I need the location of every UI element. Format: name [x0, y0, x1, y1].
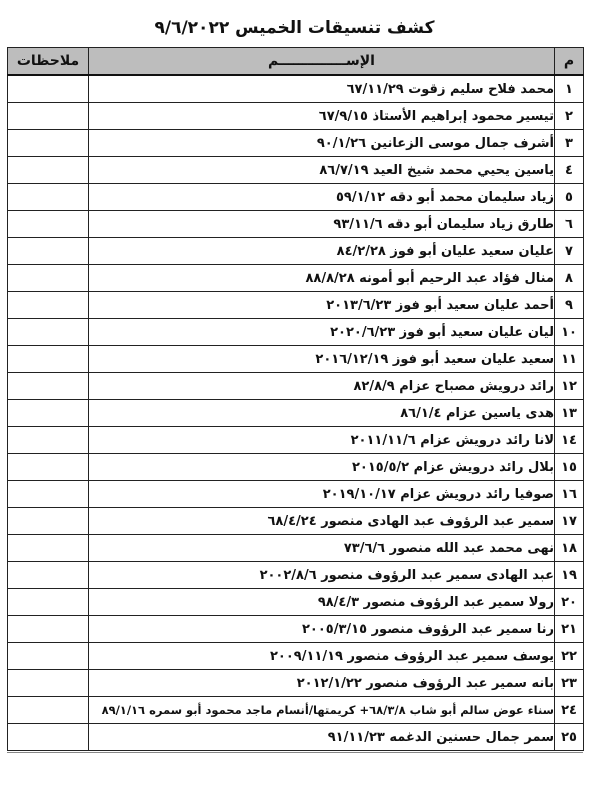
row-name: أشرف جمال موسى الزعانين ٩٠/١/٢٦ — [89, 130, 555, 157]
row-name: بلال رائد درويش عزام ٢٠١٥/٥/٢ — [89, 454, 555, 481]
row-name: صوفيا رائد درويش عزام ٢٠١٩/١٠/١٧ — [89, 481, 555, 508]
row-number: ١١ — [555, 346, 584, 373]
row-number: ٩ — [555, 292, 584, 319]
table-row — [8, 508, 584, 535]
row-number: ٢٢ — [555, 643, 584, 670]
table-row — [8, 481, 584, 508]
table-header-row — [8, 48, 584, 76]
row-number: ٢٣ — [555, 670, 584, 697]
table-body — [8, 75, 584, 751]
table-row — [8, 454, 584, 481]
row-notes — [8, 616, 89, 643]
row-notes — [8, 211, 89, 238]
row-notes — [8, 562, 89, 589]
row-name: محمد فلاح سليم زقوت ٦٧/١١/٢٩ — [89, 75, 555, 103]
row-name: سناء عوض سالم أبو شاب ٦٨/٣/٨+ كريمتها/أنسام ماجد محمود أبو سمره ٨٩/١/١٦ — [89, 697, 555, 724]
row-number: ٧ — [555, 238, 584, 265]
table-row — [8, 130, 584, 157]
row-number: ٨ — [555, 265, 584, 292]
row-name: يوسف سمير عبد الرؤوف منصور ٢٠٠٩/١١/١٩ — [89, 643, 555, 670]
table-row — [8, 616, 584, 643]
row-name: رنا سمير عبد الرؤوف منصور ٢٠٠٥/٣/١٥ — [89, 616, 555, 643]
header-name: الإســــــــــــــم — [89, 48, 555, 76]
row-number: ٤ — [555, 157, 584, 184]
row-name: نهى محمد عبد الله منصور ٧٣/٦/٦ — [89, 535, 555, 562]
row-notes — [8, 400, 89, 427]
document-title: كشف تنسيقات الخميس ٩/٦/٢٠٢٢ — [154, 18, 435, 38]
row-name: رولا سمير عبد الرؤوف منصور ٩٨/٤/٣ — [89, 589, 555, 616]
row-name: تيسير محمود إبراهيم الأستاذ ٦٧/٩/١٥ — [89, 103, 555, 130]
row-number: ١٣ — [555, 400, 584, 427]
row-name: طارق زياد سليمان أبو دقه ٩٣/١١/٦ — [89, 211, 555, 238]
table-row — [8, 373, 584, 400]
row-notes — [8, 535, 89, 562]
table-row — [8, 319, 584, 346]
table-row — [8, 292, 584, 319]
row-notes — [8, 130, 89, 157]
table-row — [8, 346, 584, 373]
row-notes — [8, 319, 89, 346]
row-name: بانه سمير عبد الرؤوف منصور ٢٠١٢/١/٢٢ — [89, 670, 555, 697]
table-row — [8, 75, 584, 103]
row-name: ياسين يحيي محمد شيخ العيد ٨٦/٧/١٩ — [89, 157, 555, 184]
table-row — [8, 184, 584, 211]
row-notes — [8, 670, 89, 697]
table-row — [8, 103, 584, 130]
row-number: ١ — [555, 75, 584, 103]
row-notes — [8, 454, 89, 481]
row-name: زياد سليمان محمد أبو دقه ٥٩/١/١٢ — [89, 184, 555, 211]
row-name: منال فؤاد عبد الرحيم أبو أمونه ٨٨/٨/٢٨ — [89, 265, 555, 292]
row-name: سمير عبد الرؤوف عبد الهادى منصور ٦٨/٤/٢٤ — [89, 508, 555, 535]
row-number: ٥ — [555, 184, 584, 211]
row-name: رائد درويش مصباح عزام ٨٢/٨/٩ — [89, 373, 555, 400]
row-name: سعيد عليان سعيد أبو فوز ٢٠١٦/١٢/١٩ — [89, 346, 555, 373]
row-number: ٢١ — [555, 616, 584, 643]
row-name: عليان سعيد عليان أبو فوز ٨٤/٢/٢٨ — [89, 238, 555, 265]
row-number: ١٢ — [555, 373, 584, 400]
header-notes: ملاحظات — [8, 48, 89, 76]
row-notes — [8, 265, 89, 292]
table-row — [8, 400, 584, 427]
row-notes — [8, 481, 89, 508]
row-number: ٢٥ — [555, 724, 584, 751]
row-notes — [8, 103, 89, 130]
table-row — [8, 157, 584, 184]
row-number: ٢٠ — [555, 589, 584, 616]
table-row — [8, 427, 584, 454]
row-notes — [8, 697, 89, 724]
header-number: م — [555, 48, 584, 76]
row-name: عبد الهادى سمير عبد الرؤوف منصور ٢٠٠٢/٨/٦ — [89, 562, 555, 589]
row-notes — [8, 184, 89, 211]
row-number: ٢٤ — [555, 697, 584, 724]
row-notes — [8, 724, 89, 751]
row-notes — [8, 157, 89, 184]
row-name: ليان عليان سعيد أبو فوز ٢٠٢٠/٦/٢٣ — [89, 319, 555, 346]
row-number: ٢ — [555, 103, 584, 130]
row-name: لانا رائد درويش عزام ٢٠١١/١١/٦ — [89, 427, 555, 454]
table-row — [8, 211, 584, 238]
row-notes — [8, 346, 89, 373]
row-number: ١٦ — [555, 481, 584, 508]
row-notes — [8, 643, 89, 670]
table-row — [8, 535, 584, 562]
row-number: ١٧ — [555, 508, 584, 535]
table-row — [8, 724, 584, 751]
row-number: ١٠ — [555, 319, 584, 346]
row-name: سمر جمال حسنين الدغمه ٩١/١١/٢٣ — [89, 724, 555, 751]
row-number: ١٤ — [555, 427, 584, 454]
row-notes — [8, 508, 89, 535]
row-number: ١٩ — [555, 562, 584, 589]
bottom-divider — [7, 752, 583, 753]
row-notes — [8, 75, 89, 103]
table-row — [8, 670, 584, 697]
row-number: ١٥ — [555, 454, 584, 481]
row-number: ٦ — [555, 211, 584, 238]
row-number: ١٨ — [555, 535, 584, 562]
row-notes — [8, 238, 89, 265]
table-row — [8, 238, 584, 265]
row-notes — [8, 292, 89, 319]
row-notes — [8, 427, 89, 454]
table-row — [8, 697, 584, 724]
table-row — [8, 643, 584, 670]
row-name: هدى ياسين عزام ٨٦/١/٤ — [89, 400, 555, 427]
names-table — [7, 47, 584, 751]
row-notes — [8, 589, 89, 616]
row-notes — [8, 373, 89, 400]
table-row — [8, 589, 584, 616]
table-row — [8, 265, 584, 292]
row-number: ٣ — [555, 130, 584, 157]
row-name: أحمد عليان سعيد أبو فوز ٢٠١٣/٦/٢٣ — [89, 292, 555, 319]
table-row — [8, 562, 584, 589]
